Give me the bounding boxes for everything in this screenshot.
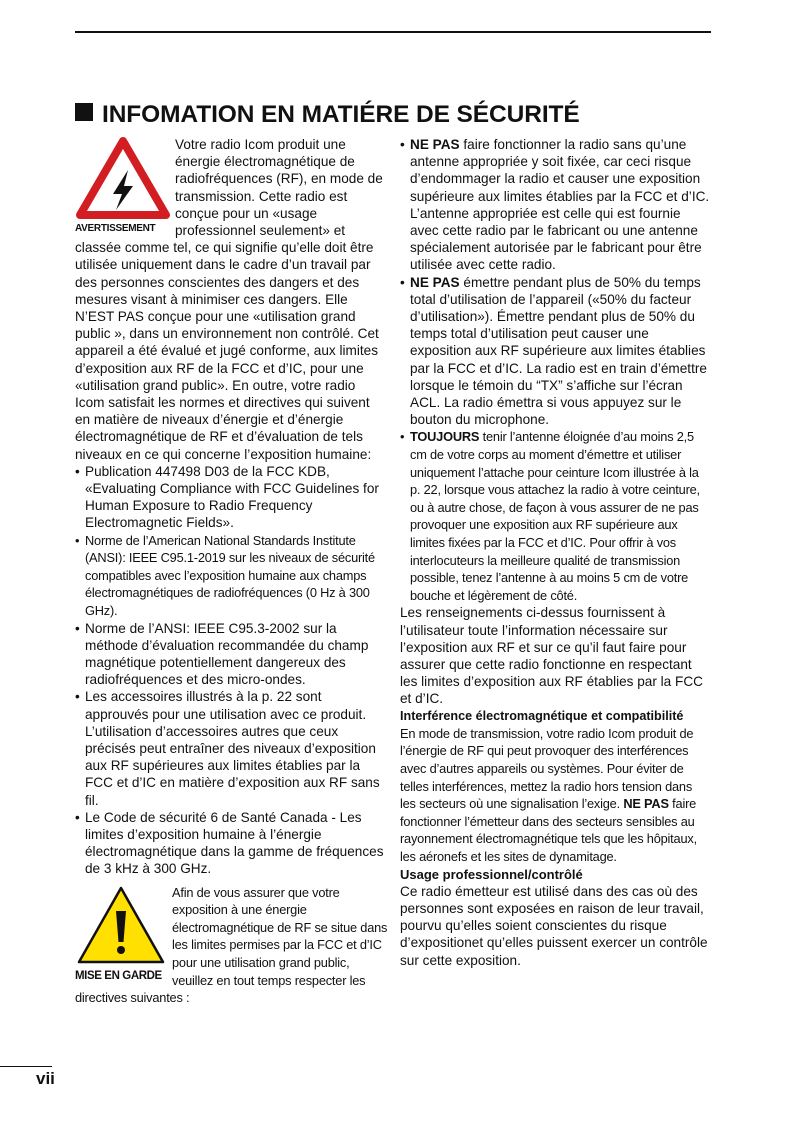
emi-lead: NE PAS [623, 796, 669, 812]
list-item [400, 428, 711, 604]
exclamation-caution-triangle-icon [75, 884, 167, 968]
directive-lead: NE PAS [410, 137, 460, 152]
top-rule [75, 31, 711, 33]
caution-label: MISE EN GARDE [75, 969, 162, 982]
caution-figure [75, 884, 172, 986]
list-item [400, 136, 711, 274]
usage-paragraph: Ce radio émetteur est utilisé dans des cas où des personnes sont exposées en raison de leur travail, pourvu qu’elles soient conscientes du risque d’expositionet qu’elles puissent exercer un contrôle sur cette exposition. [400, 883, 708, 968]
left-column [75, 136, 388, 1007]
lightning-warning-triangle-icon [75, 136, 171, 220]
list-item: • Norme de l’ANSI: IEEE C95.3-2002 sur la méthode d’évaluation recommandée du champ magnétique potentiellement dangereux des radiofréquences et des micro-ondes. [75, 620, 388, 689]
emi-text-2: faire fonctionner l’émetteur dans des secteurs sensibles au rayonnement électromagnétique tels que les hôpitaux, les aéronefs et les sites de dynamitage. [400, 796, 697, 864]
right-column [400, 136, 711, 969]
standards-list [75, 463, 388, 878]
caution-paragraph: Afin de vous assurer que votre exposition à une énergie électromagnétique de RF se situe dans les limites permises par la FCC et d’IC pour une utilisation grand public, veuillez en tout temps respecter les directives suivantes : [75, 884, 388, 1006]
emi-heading: Interférence électromagnétique et compatibilité [400, 708, 684, 723]
directive-text: émettre pendant plus de 50% du temps total d’utilisation de l’appareil («50% du facteur d’utilisation»). Émettre pendant plus de 50% du temps total d’utilisation peut causer une exposition aux RF supérieure aux limites établies par la FCC et d’IC. La radio est en train d’émettre lorsque le témoin du “TX” s’affiche sur l’écran ACL. La radio émettra si vous appuyez sur le bouton du microphone. [410, 274, 707, 428]
emi-paragraph [400, 725, 711, 866]
list-item: • Les accessoires illustrés à la p. 22 sont approuvés pour une utilisation avec ce produit. L’utilisation d’accessoires autres que ceux précisés peut entraîner des niveaux d’exposition aux RF supérieures aux limites établies par la FCC et d’IC en matière d’exposition aux RF sans fil. [75, 688, 388, 808]
list-item [400, 274, 711, 429]
page-title-text: INFOMATION EN MATIÉRE DE SÉCURITÉ [102, 101, 580, 128]
intro-paragraph: Votre radio Icom produit une énergie électromagnétique de radiofréquences (RF), en mode de transmission. Cette radio est conçue pour un «usage professionnel seulement» et classée comme tel, ce qui signifie qu’elle doit être utilisée uniquement dans le cadre d’un travail par des personnes conscientes des dangers et des mesures visant à minimiser ces dangers. Elle N’EST PAS conçue pour une «utilisation grand public », dans un environnement non contrôlé. Cet appareil a été évalué et jugé conforme, aux limites d’exposition aux RF de la FCC et d’IC, pour une «utilisation grand public». En outre, votre radio Icom satisfait les normes et directives qui suivent en matière de niveaux d’énergie et d’énergie électromagnétique de RF et d’évaluation de tels niveaux en ce qui concerne l’exposition humaine: [75, 137, 383, 462]
directives-list [400, 136, 711, 604]
list-item: • Publication 447498 D03 de la FCC KDB, «Evaluating Compliance with FCC Guidelines for Human Exposure to Radio Frequency Electromagnetic Fields». [75, 463, 388, 532]
list-item: • Le Code de sécurité 6 de Santé Canada - Les limites d’exposition humaine à l’énergie électromagnétique dans la gamme de fréquences de 3 kHz à 300 GHz. [75, 809, 388, 878]
warning-figure [75, 136, 175, 236]
page-number-rule [0, 1066, 52, 1067]
summary-paragraph: Les renseignements ci-dessus fournissent à l’utilisateur toute l’information nécessaire sur l’exposition aux RF et sur ce qu’il faut faire pour assurer que cette radio fonctionne en respectant les limites d’exposition aux RF établies par la FCC et d’IC. [400, 605, 703, 707]
directive-text: tenir l’antenne éloignée d’au moins 2,5 cm de votre corps au moment d’émettre et utiliser uniquement l’attache pour ceinture Icom illustrée à la p. 22, lorsque vous attachez la radio à votre ceinture, ou à autre chose, de façon à vous assurer de ne pas provoquer une exposition aux RF supérieure aux limites fixées par la FCC et d’IC. Pour offrir à vos interlocuteurs la meilleure qualité de transmission possible, tenez l’antenne à au moins 5 cm de votre bouche et légèrement de côté. [410, 429, 700, 603]
directive-text: faire fonctionner la radio sans qu’une antenne appropriée y soit fixée, car ceci risque d’endommager la radio et causer une exposition supérieure aux limites établies par la FCC et d’IC. L’antenne appropriée est celle qui est fournie avec cette radio par le fabricant ou une antenne spécialement autorisée par le fabricant pour être utilisée avec cette radio. [410, 137, 710, 273]
page-number: vii [36, 1069, 55, 1088]
list-item: • Norme de l’American National Standards Institute (ANSI): IEEE C95.1-2019 sur les niveaux de sécurité compatibles avec l’exposition humaine aux champs électromagnétiques de radiofréquences (0 Hz à 300 GHz). [75, 532, 388, 620]
warning-label: AVERTISSEMENT [75, 223, 156, 234]
directive-lead: TOUJOURS [410, 429, 480, 445]
emi-text: En mode de transmission, votre radio Icom produit de l’énergie de RF qui peut provoquer des interférences avec d’autres appareils ou systèmes. Pour éviter de telles interférences, mettez la radio hors tension dans les secteurs où une signalisation l’exige. [400, 725, 694, 812]
page-title [75, 100, 725, 130]
directive-lead: NE PAS [410, 274, 460, 290]
usage-heading: Usage professionnel/contrôlé [400, 866, 583, 882]
heading-square-icon [75, 103, 93, 121]
